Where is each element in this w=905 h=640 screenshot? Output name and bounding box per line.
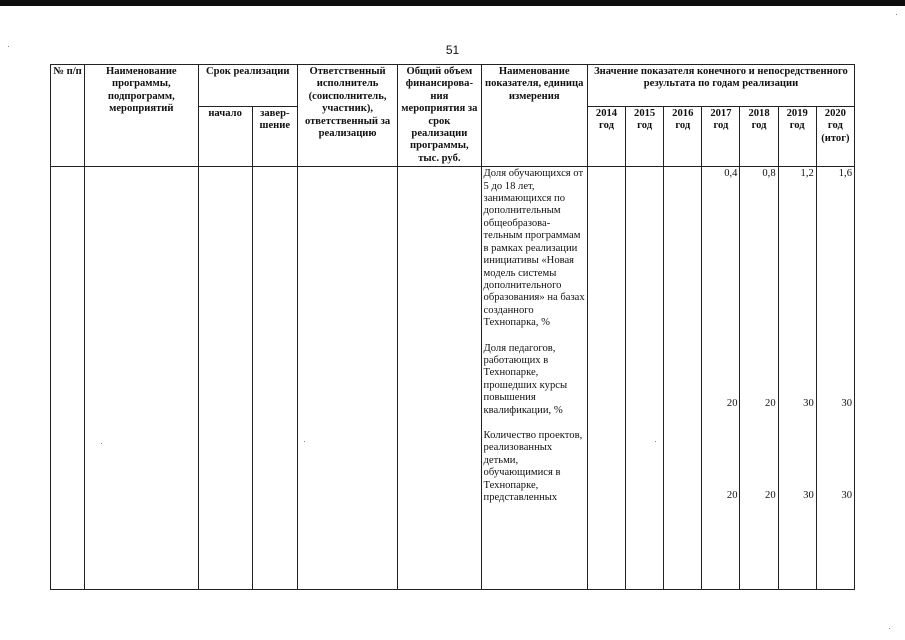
- header-executor: Ответственный исполнитель (соисполнитель, участник), ответственный за реализацию: [297, 65, 397, 167]
- value: 0,4: [724, 168, 738, 180]
- value: 30: [803, 490, 814, 502]
- cell-values-2016: [664, 167, 702, 590]
- header-year: 2016 год: [664, 106, 702, 166]
- value: 20: [726, 398, 738, 410]
- cell-values-2018: [740, 167, 778, 590]
- cell-values-2015: [626, 167, 664, 590]
- value: 20: [726, 490, 738, 502]
- header-period-end: завер-шение: [252, 106, 297, 166]
- table-row: [51, 167, 855, 590]
- header-num: № п/п: [51, 65, 85, 167]
- value: 20: [765, 398, 776, 410]
- scan-speck: [655, 441, 656, 442]
- value: 30: [841, 398, 852, 410]
- header-year: 2015 год: [626, 106, 664, 166]
- scan-speck: [8, 46, 9, 47]
- indicator-text: Доля обучающихся от 5 до 18 лет, занимающихся по дополнительным общеобразова-тельным программам в рамках реализации инициативы «Новая модель системы дополнительного образования» на базах созданного Технопарка, %: [483, 168, 585, 329]
- value: 1,2: [800, 168, 814, 180]
- header-row-1: [51, 65, 855, 107]
- value: 20: [765, 490, 776, 502]
- cell-period-start: [198, 167, 252, 590]
- header-period: Срок реализации: [198, 65, 297, 107]
- header-values-title: Значение показателя конечного и непосредственного результата по годам реализации: [587, 65, 854, 107]
- header-year: 2017 год: [702, 106, 740, 166]
- cell-program-name: [85, 167, 198, 590]
- header-funding: Общий объем финансирова-ния мероприятия за срок реализации программы, тыс. руб.: [398, 65, 481, 167]
- indicator-text: Количество проектов, реализованных детьми, обучающимися в Технопарке, представленных: [483, 429, 583, 503]
- cell-indicators: [481, 167, 587, 590]
- header-year: 2018 год: [740, 106, 778, 166]
- header-program-name: Наименование программы, подпрограмм, мероприятий: [85, 65, 198, 167]
- cell-values-2019: [778, 167, 816, 590]
- value: 30: [803, 398, 814, 410]
- cell-period-end: [252, 167, 297, 590]
- value: 30: [841, 490, 852, 502]
- cell-executor: [297, 167, 397, 590]
- value: 1,6: [838, 168, 852, 180]
- top-scan-edge: [0, 0, 905, 6]
- scan-speck: [889, 628, 890, 629]
- header-year: 2019 год: [778, 106, 816, 166]
- scan-speck: [896, 14, 897, 15]
- value: 0,8: [762, 168, 776, 180]
- cell-values-2014: [587, 167, 625, 590]
- program-table: [50, 64, 855, 590]
- indicator-text: Доля педагогов, работающих в Технопарке, прошедших курсы повышения квалификации, %: [483, 342, 568, 416]
- header-indicator: Наименование показателя, единица измерения: [481, 65, 587, 167]
- cell-funding: [398, 167, 481, 590]
- page-number: 51: [445, 43, 460, 57]
- scan-speck: [101, 443, 102, 444]
- cell-num: [51, 167, 85, 590]
- cell-values-2017: [702, 167, 740, 590]
- scan-speck: [304, 441, 305, 442]
- cell-values-2020: [816, 167, 854, 590]
- header-period-start: начало: [198, 106, 252, 166]
- header-year: 2014 год: [587, 106, 625, 166]
- header-year: 2020 год (итог): [816, 106, 854, 166]
